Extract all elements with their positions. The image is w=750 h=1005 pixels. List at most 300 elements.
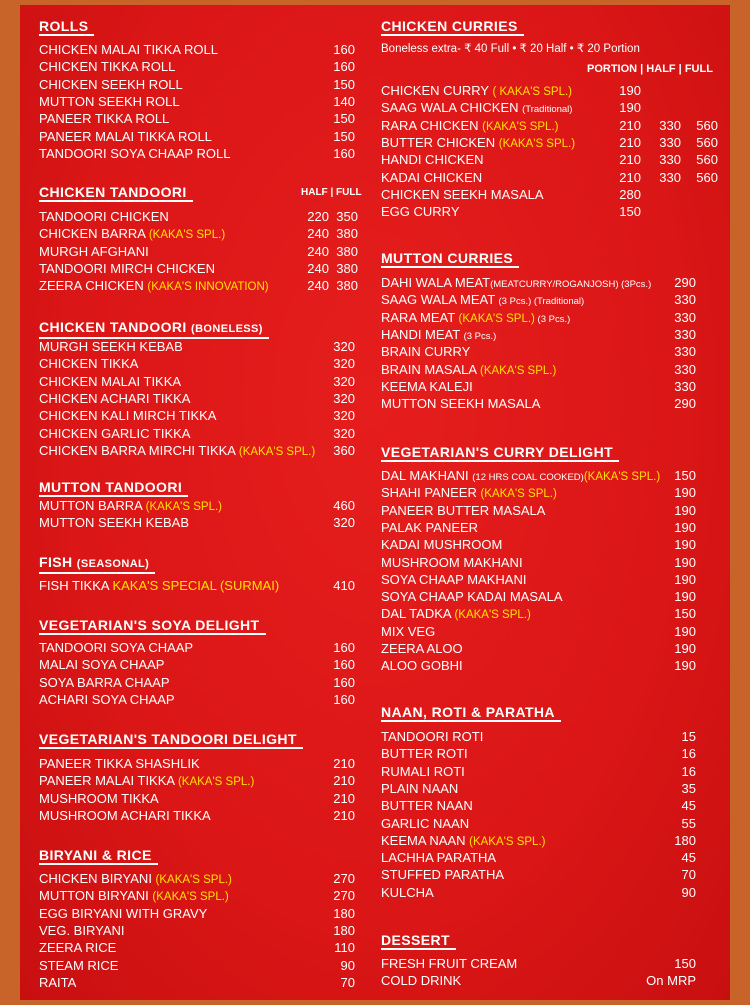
item-name: DAL MAKHANI (381, 468, 473, 483)
item-price: 330 (674, 344, 696, 360)
item-name: PLAIN NAAN (381, 780, 459, 796)
item-price: 150 (674, 468, 696, 483)
item-name: PANEER MALAI TIKKA (39, 773, 178, 789)
item-name-group (381, 797, 473, 814)
item-name-group (39, 442, 315, 461)
item-price: 190 (674, 502, 696, 518)
item-name: COLD DRINK (381, 973, 462, 989)
item-price-half: 330 (659, 169, 681, 185)
menu-item (381, 640, 731, 657)
item-name-group (39, 790, 159, 807)
item-name-group (39, 674, 170, 691)
item-name: ZEERA RICE (39, 940, 117, 956)
item-price: 45 (681, 798, 696, 814)
item-name-group (39, 41, 218, 58)
item-name-group (381, 605, 531, 624)
special-tag: (KAKA'S INNOVATION) (147, 281, 269, 294)
item-price: 320 (333, 373, 355, 389)
menu-item (39, 807, 359, 824)
section-title: MUTTON CURRIES (381, 250, 519, 268)
item-price: 160 (333, 145, 355, 161)
menu-item (381, 728, 731, 745)
menu-item (39, 957, 359, 974)
item-name-group (39, 110, 169, 127)
item-price: 90 (340, 957, 355, 973)
item-name-group (381, 291, 584, 310)
menu-item (39, 755, 359, 772)
item-note: (3 Pcs.) (Traditional) (498, 296, 585, 308)
item-name-group (381, 186, 544, 203)
item-name-group (381, 134, 575, 153)
item-name-group (39, 338, 183, 355)
item-price: 190 (674, 658, 696, 674)
menu-item (39, 338, 359, 355)
item-price-portion: 210 (619, 169, 641, 185)
item-price-full: 380 (336, 278, 358, 294)
special-tag: (KAKA'S SPL.) (145, 501, 223, 513)
menu-item (39, 974, 359, 991)
item-name: EGG CURRY (381, 204, 460, 220)
item-price: 180 (674, 832, 696, 848)
item-name: RARA CHICKEN (381, 117, 483, 133)
item-name-group (381, 955, 517, 972)
item-price-half: 240 (307, 243, 329, 259)
item-price: 190 (674, 537, 696, 553)
item-name-group (39, 93, 180, 110)
item-name-group (381, 502, 545, 519)
item-name: KADAI MUSHROOM (381, 537, 503, 553)
item-name-group (381, 203, 460, 220)
item-name-group (381, 780, 458, 797)
item-name-group (39, 208, 169, 225)
special-tag: (KAKA'S SPL.) (155, 874, 232, 886)
menu-item (381, 378, 731, 395)
menu-item (39, 208, 359, 225)
item-name: DAL TADKA (381, 606, 455, 622)
item-price: 150 (333, 128, 355, 144)
section-title: VEGETARIAN'S CURRY DELIGHT (381, 444, 619, 462)
section-title: ROLLS (39, 18, 94, 36)
item-price-full: 380 (336, 260, 358, 276)
item-name: MIX VEG (381, 623, 436, 639)
menu-item (381, 203, 731, 220)
item-name: MUTTON BARRA (39, 498, 146, 513)
item-price: 210 (333, 756, 355, 771)
item-name-group (39, 922, 125, 939)
item-name: FRESH FRUIT CREAM (381, 956, 518, 971)
item-name: MUTTON SEEKH MASALA (381, 396, 541, 412)
item-name-group (381, 849, 496, 866)
menu-item (39, 225, 359, 242)
item-name: CHICKEN SEEKH MASALA (381, 186, 544, 202)
menu-item (381, 955, 731, 972)
item-price: 16 (681, 763, 696, 779)
item-name: CHICKEN GARLIC TIKKA (39, 425, 191, 441)
item-price: 90 (681, 884, 696, 900)
item-name: ACHARI SOYA CHAAP (39, 691, 175, 707)
menu-item (381, 866, 731, 883)
item-price: 55 (681, 815, 696, 831)
menu-item (381, 117, 731, 134)
item-name: ZEERA CHICKEN (39, 278, 148, 294)
item-name-group (381, 588, 563, 605)
item-name: CHICKEN MALAI TIKKA (39, 373, 182, 389)
item-name-group (381, 554, 523, 571)
item-name: PALAK PANEER (381, 519, 479, 535)
menu-item (39, 639, 359, 656)
item-name-group (381, 536, 502, 553)
menu-item (39, 243, 359, 260)
special-tag: (KAKA'S SPL.) (458, 312, 535, 325)
menu-item (39, 93, 359, 110)
menu-item (381, 745, 731, 762)
menu-item (381, 309, 731, 326)
menu-item (381, 326, 731, 343)
item-price: 70 (340, 974, 355, 990)
item-price: 190 (674, 589, 696, 605)
item-name: MURGH SEEKH KEBAB (39, 339, 183, 354)
item-price: 210 (333, 807, 355, 823)
menu-item (381, 623, 731, 640)
item-note: (Traditional) (522, 104, 573, 116)
item-name-group (39, 128, 212, 145)
item-name-group (39, 260, 215, 277)
item-price: 45 (681, 850, 696, 866)
item-price: 270 (333, 888, 355, 904)
menu-item (381, 571, 731, 588)
menu-item (39, 425, 359, 442)
item-name-group (39, 355, 138, 372)
item-price: 160 (333, 674, 355, 690)
item-note: (3 Pcs.) (534, 313, 571, 325)
item-name-group (39, 577, 279, 594)
menu-item (381, 361, 731, 378)
menu-item (381, 519, 731, 536)
item-name: SAAG WALA CHICKEN (381, 100, 523, 116)
special-tag: (KAKA'S SPL.) (152, 891, 229, 904)
item-name: TANDOORI SOYA CHAAP ROLL (39, 145, 231, 161)
menu-item (381, 186, 731, 203)
item-name: DAHI WALA MEAT (381, 275, 491, 290)
item-name: CHICKEN BIRYANI (39, 871, 156, 886)
special-tag: (KAKA'S SPL.) (454, 609, 531, 622)
item-price-half: 240 (307, 260, 329, 276)
item-name-group (39, 425, 190, 442)
menu-item (381, 884, 731, 901)
item-name-group (381, 745, 468, 762)
menu-item (381, 169, 731, 186)
item-name-group (39, 755, 200, 772)
item-price: 150 (674, 956, 696, 971)
item-name: CHICKEN BARRA (39, 226, 149, 242)
item-price: 410 (333, 578, 355, 593)
item-price-portion: 190 (619, 83, 641, 98)
item-price-full: 560 (696, 134, 718, 150)
item-price: 330 (674, 292, 696, 308)
menu-item (39, 76, 359, 93)
item-name-group (39, 76, 183, 93)
item-name-group (39, 905, 207, 922)
item-price-full: 380 (336, 243, 358, 259)
item-name: PANEER TIKKA ROLL (39, 111, 170, 127)
item-name: VEG. BIRYANI (39, 922, 125, 938)
item-name: EGG BIRYANI WITH GRAVY (39, 905, 208, 921)
item-name-group (381, 309, 570, 328)
item-price-full: 350 (336, 209, 358, 224)
item-name: SOYA CHAAP MAKHANI (381, 571, 527, 587)
item-name-group (381, 832, 545, 851)
item-name: BUTTER CHICKEN (381, 134, 499, 150)
item-price: 15 (681, 729, 696, 744)
section-title: CHICKEN CURRIES (381, 18, 524, 36)
menu-item (381, 657, 731, 674)
item-name: MUTTON BIRYANI (39, 888, 153, 904)
menu-item (381, 797, 731, 814)
menu-item (39, 870, 359, 887)
item-price: 160 (333, 657, 355, 673)
menu-item (39, 905, 359, 922)
item-name: PANEER TIKKA SHASHLIK (39, 756, 200, 771)
item-price-full: 380 (336, 226, 358, 242)
menu-item (381, 467, 731, 484)
item-price: 330 (674, 378, 696, 394)
item-name-group (39, 974, 76, 991)
title-main: FISH (39, 554, 73, 570)
item-name-group (381, 151, 484, 168)
item-price: 160 (333, 691, 355, 707)
item-name: CHICKEN BARRA MIRCHI TIKKA (39, 442, 239, 458)
menu-item (39, 922, 359, 939)
special-tag: (KAKA'S SPL.) (480, 488, 557, 501)
menu-item (39, 656, 359, 673)
menu-item (381, 274, 731, 291)
menu-item (381, 134, 731, 151)
item-note: (3 Pcs.) (463, 330, 497, 342)
item-price: 150 (333, 76, 355, 92)
item-price-portion: 280 (619, 186, 641, 202)
special-tag: (KAKA'S SPL.) (482, 120, 559, 133)
item-name: RARA MEAT (381, 309, 459, 325)
special-tag: (KAKA'S SPL.) (479, 364, 557, 377)
item-price-portion: 210 (619, 152, 641, 168)
section-title: DESSERT (381, 932, 456, 950)
item-price: 180 (333, 905, 355, 921)
item-price: 330 (674, 309, 696, 325)
item-price: 290 (674, 396, 696, 412)
item-name: LACHHA PARATHA (381, 850, 497, 866)
item-name: SOYA CHAAP KADAI MASALA (381, 589, 563, 605)
section-title: NAAN, ROTI & PARATHA (381, 704, 561, 722)
item-name-group (381, 169, 482, 186)
item-price: 190 (674, 641, 696, 656)
menu-item (39, 110, 359, 127)
item-name: ALOO GOBHI (381, 658, 463, 674)
menu-item (39, 790, 359, 807)
item-price: 330 (674, 361, 696, 377)
item-price: 180 (333, 922, 355, 938)
item-name-group (39, 656, 164, 673)
column-header: PORTION | HALF | FULL (587, 63, 713, 75)
item-name-group (381, 467, 660, 486)
item-name-group (381, 815, 469, 832)
menu-item (39, 390, 359, 407)
item-name: BRAIN MASALA (381, 361, 480, 377)
item-price: 320 (333, 356, 355, 372)
item-note: (MEATCURRY/ROGANJOSH) (3Pcs.) (490, 279, 652, 290)
item-price: 160 (333, 42, 355, 57)
menu-item (39, 355, 359, 372)
item-price: 190 (674, 485, 696, 501)
item-price: 290 (674, 275, 696, 290)
item-name-group (39, 225, 225, 244)
special-tag: (KAKA'S SPL.) (238, 445, 316, 458)
item-price: 150 (333, 111, 355, 127)
menu-item (381, 151, 731, 168)
item-name: MUTTON SEEKH KEBAB (39, 515, 190, 531)
item-name-group (39, 243, 149, 260)
item-name-group (381, 82, 572, 101)
item-name: CHICKEN KALI MIRCH TIKKA (39, 408, 217, 424)
menu-item (381, 484, 731, 501)
item-name: TANDOORI MIRCH CHICKEN (39, 260, 215, 276)
menu-item (381, 763, 731, 780)
item-name: SOYA BARRA CHAAP (39, 674, 170, 690)
item-price-portion: 210 (619, 117, 641, 133)
item-price-portion: 210 (619, 134, 641, 150)
item-name: PANEER MALAI TIKKA ROLL (39, 128, 212, 144)
item-name: KEEMA KALEJI (381, 378, 473, 394)
menu-item (39, 497, 359, 514)
item-price: 190 (674, 519, 696, 535)
menu-item (381, 588, 731, 605)
special-tag: (KAKA'S SPL.) (177, 776, 255, 789)
item-name: KADAI CHICKEN (381, 169, 483, 185)
menu-item (381, 780, 731, 797)
item-name-group (39, 639, 193, 656)
item-name-group (381, 623, 435, 640)
item-name-group (39, 407, 216, 424)
special-tag: ( KAKA'S SPL.) (492, 86, 573, 98)
item-name-group (381, 519, 478, 536)
item-name: MUTTON SEEKH ROLL (39, 93, 180, 109)
menu-item (39, 691, 359, 708)
section-title: VEGETARIAN'S TANDOORI DELIGHT (39, 731, 303, 749)
item-name-group (381, 657, 463, 674)
special-tag: (KAKA'S SPL.) (148, 229, 226, 242)
boneless-note: Boneless extra- ₹ 40 Full • ₹ 20 Half • ₹ 20 Portion (381, 43, 640, 55)
item-name-group (381, 571, 526, 588)
item-price-half: 220 (307, 209, 329, 224)
menu-item (381, 291, 731, 308)
item-name: CHICKEN TIKKA ROLL (39, 59, 176, 75)
item-price: 330 (674, 326, 696, 342)
menu-item (39, 373, 359, 390)
section-title (39, 319, 269, 339)
item-price-half: 240 (307, 226, 329, 242)
item-name-group (381, 99, 572, 118)
item-name: FISH TIKKA (39, 578, 113, 593)
item-name-group (39, 277, 269, 296)
menu-item (39, 145, 359, 162)
section-title (39, 554, 155, 574)
item-name-group (381, 395, 540, 412)
item-name: HANDI CHICKEN (381, 152, 484, 168)
special-tag: (KAKA'S SPL.) (583, 471, 661, 483)
item-price: 16 (681, 746, 696, 762)
item-note: (12 HRS COAL COOKED) (472, 472, 584, 483)
menu-item (381, 832, 731, 849)
item-name: STEAM RICE (39, 957, 119, 973)
item-name-group (381, 728, 483, 745)
item-price-half: 330 (659, 117, 681, 133)
menu-item (381, 815, 731, 832)
item-price: 110 (334, 940, 355, 956)
item-price: 160 (333, 59, 355, 75)
section-title: CHICKEN TANDOORI (39, 184, 193, 202)
item-name-group (381, 274, 651, 293)
item-name-group (381, 640, 463, 657)
section-title: BIRYANI & RICE (39, 847, 158, 865)
special-tag: (KAKA'S SPL.) (498, 137, 576, 150)
item-name-group (39, 58, 175, 75)
item-name-group (39, 373, 181, 390)
item-price: 320 (333, 425, 355, 441)
menu-item (39, 442, 359, 459)
item-price-full: 560 (696, 117, 718, 133)
menu-item (39, 577, 359, 594)
item-price: 190 (674, 554, 696, 570)
item-name: GARLIC NAAN (381, 815, 470, 831)
item-price-portion: 150 (619, 204, 641, 220)
item-price: On MRP (646, 973, 696, 989)
menu-item (39, 58, 359, 75)
item-name: PANEER BUTTER MASALA (381, 502, 546, 518)
item-price: 320 (333, 339, 355, 354)
item-name: CHICKEN SEEKH ROLL (39, 76, 183, 92)
title-main: CHICKEN TANDOORI (39, 319, 187, 335)
item-name: SHAHI PANEER (381, 485, 481, 501)
item-name-group (39, 870, 232, 889)
item-name-group (39, 772, 254, 791)
menu-item (39, 407, 359, 424)
item-name-group (39, 145, 230, 162)
item-name: RAITA (39, 974, 77, 990)
item-price: 190 (674, 623, 696, 639)
item-name: MURGH AFGHANI (39, 243, 149, 259)
item-name: MUSHROOM TIKKA (39, 790, 159, 806)
item-price: 160 (333, 640, 355, 655)
item-price: 70 (681, 867, 696, 883)
special-tag: KAKA'S SPECIAL (SURMAI) (112, 578, 280, 593)
item-name: ZEERA ALOO (381, 641, 463, 656)
item-price: 320 (333, 408, 355, 424)
item-name: BRAIN CURRY (381, 344, 471, 360)
menu-item (381, 82, 731, 99)
menu-item (39, 260, 359, 277)
item-name-group (381, 866, 504, 883)
menu-item (39, 887, 359, 904)
item-name: TANDOORI SOYA CHAAP (39, 640, 194, 655)
item-name-group (381, 361, 556, 380)
menu-item (381, 536, 731, 553)
menu-item (39, 772, 359, 789)
item-price-half: 330 (659, 134, 681, 150)
menu-board (20, 5, 730, 1000)
item-price-full: 560 (696, 152, 718, 168)
item-name-group (381, 343, 470, 360)
item-price: 210 (333, 773, 355, 789)
item-name: BUTTER NAAN (381, 798, 473, 814)
